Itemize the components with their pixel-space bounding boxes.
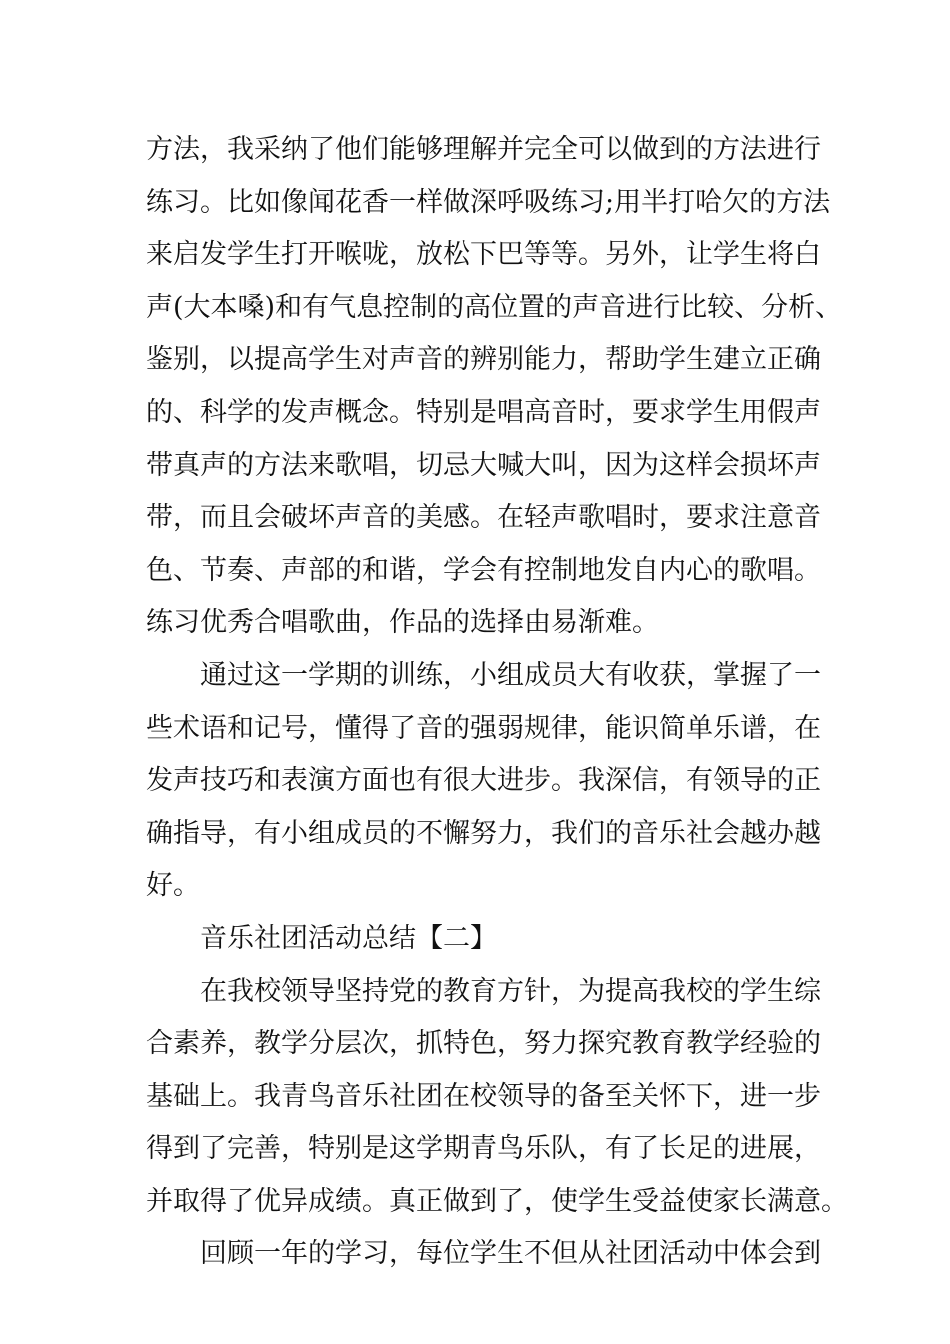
text-line: 好。 xyxy=(146,870,200,902)
text-line: 些术语和记号，懂得了音的强弱规律，能识简单乐谱，在 xyxy=(146,712,821,744)
paragraph-start-line: 通过这一学期的训练，小组成员大有收获，掌握了一 xyxy=(200,659,821,691)
text-line: 声(大本嗓)和有气息控制的高位置的声音进行比较、分析、 xyxy=(146,291,843,323)
body-text xyxy=(146,124,848,1281)
text-line: 来启发学生打开喉咙，放松下巴等等。另外，让学生将白 xyxy=(146,239,821,271)
text-line: 基础上。我青鸟音乐社团在校领导的备至关怀下，进一步 xyxy=(146,1080,821,1112)
paragraph-start-line: 在我校领导坚持党的教育方针，为提高我校的学生综 xyxy=(200,975,821,1007)
section-heading: 音乐社团活动总结【二】 xyxy=(200,922,497,954)
text-line: 并取得了优异成绩。真正做到了，使学生受益使家长满意。 xyxy=(146,1185,848,1217)
text-line: 色、节奏、声部的和谐，学会有控制地发自内心的歌唱。 xyxy=(146,554,821,586)
text-line: 练习。比如像闻花香一样做深呼吸练习;用半打哈欠的方法 xyxy=(146,186,831,218)
paragraph-start-line: 回顾一年的学习，每位学生不但从社团活动中体会到 xyxy=(200,1238,821,1270)
text-line: 鉴别，以提高学生对声音的辨别能力，帮助学生建立正确 xyxy=(146,344,821,376)
text-line: 的、科学的发声概念。特别是唱高音时，要求学生用假声 xyxy=(146,396,821,428)
text-line: 带，而且会破坏声音的美感。在轻声歌唱时，要求注意音 xyxy=(146,502,821,534)
text-line: 方法，我采纳了他们能够理解并完全可以做到的方法进行 xyxy=(146,134,821,165)
text-line: 得到了完善，特别是这学期青鸟乐队，有了长足的进展， xyxy=(146,1133,821,1165)
text-line: 合素养，教学分层次，抓特色，努力探究教育教学经验的 xyxy=(146,1028,821,1060)
text-line: 发声技巧和表演方面也有很大进步。我深信，有领导的正 xyxy=(146,765,821,797)
text-line: 练习优秀合唱歌曲，作品的选择由易渐难。 xyxy=(146,607,659,639)
text-line: 确指导，有小组成员的不懈努力，我们的音乐社会越办越 xyxy=(146,817,821,849)
text-line: 带真声的方法来歌唱，切忌大喊大叫，因为这样会损坏声 xyxy=(146,449,821,481)
